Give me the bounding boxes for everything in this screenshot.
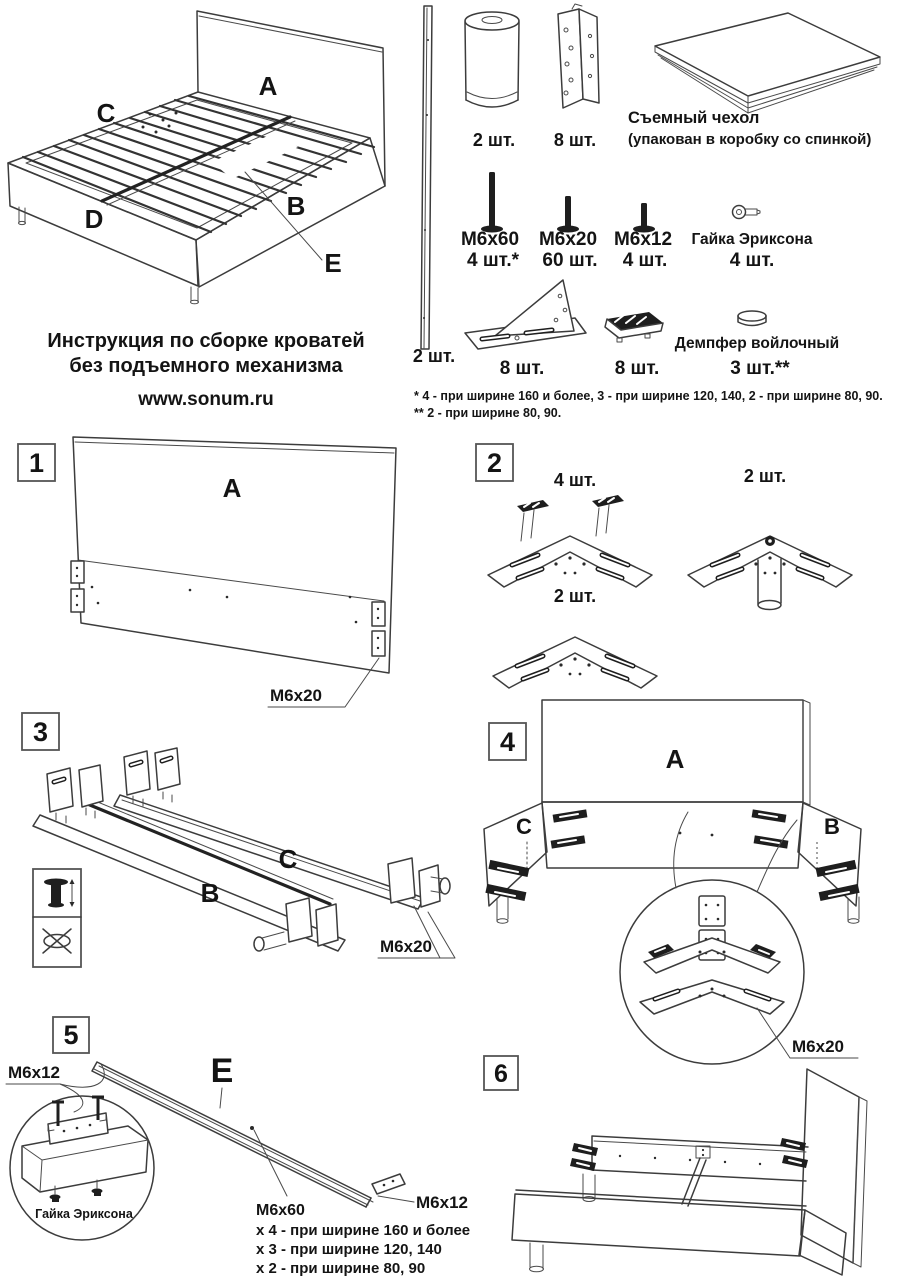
overview-label-a: A <box>258 71 278 101</box>
overview-label-c: C <box>96 98 116 128</box>
footnotes <box>414 389 883 420</box>
part-bolt-m6x12-label: M6x12 <box>613 229 673 250</box>
part-bolt-m6x20-qty: 60 шт. <box>542 250 598 271</box>
step-3 <box>22 713 455 967</box>
part-bolt-m6x20-label: M6x20 <box>538 229 598 250</box>
step-4-label-a: A <box>665 744 685 774</box>
part-cover <box>655 13 880 113</box>
part-leg-cylinder <box>465 12 519 107</box>
step-3-legend-box <box>33 869 81 967</box>
part-felt-damper-label: Демпфер войлочный <box>674 335 840 352</box>
part-bolt-m6x60-qty: 4 шт.* <box>467 250 519 271</box>
step-1-number: 1 <box>28 448 45 478</box>
step-2-qty-top: 4 шт. <box>553 470 597 490</box>
part-gusset-bracket <box>465 280 586 349</box>
step-3-label-b: B <box>200 878 220 908</box>
step-3-label-c: C <box>278 844 298 874</box>
step-5-label-e: E <box>210 1052 234 1090</box>
overview-bed-diagram <box>8 11 385 304</box>
step-2 <box>476 444 852 688</box>
step-4-label-c: C <box>516 814 532 839</box>
title-block <box>47 330 364 410</box>
step-5-bolt-note-2: x 3 - при ширине 120, 140 <box>256 1241 442 1258</box>
part-felt-damper-qty: 3 шт.** <box>730 358 790 379</box>
part-strip-qty: 2 шт. <box>412 346 456 366</box>
step-1-fastener-label: M6x20 <box>270 686 322 705</box>
part-slat-holder <box>605 312 663 342</box>
step-2-plate-with-leg <box>688 536 852 610</box>
step-4-rail-c <box>484 803 587 923</box>
overview-label-e: E <box>324 248 342 278</box>
part-slat-holder-qty: 8 шт. <box>614 358 660 379</box>
step-5-bolt-note-title: M6x60 <box>256 1202 305 1219</box>
part-leg-qty: 2 шт. <box>472 130 516 150</box>
slat-base <box>23 96 374 232</box>
step-5-bolt-note-3: x 2 - при ширине 80, 90 <box>256 1260 426 1277</box>
step-4 <box>484 700 861 1064</box>
part-bolt-m6x60-label: M6x60 <box>460 229 520 250</box>
parts-list <box>413 4 883 420</box>
step-6-frame-assembly <box>512 1069 867 1275</box>
part-strip <box>421 6 432 349</box>
step-4-fastener-label: M6x20 <box>792 1037 844 1056</box>
title-line2: без подъемного механизма <box>69 355 343 377</box>
step-2-number: 2 <box>486 448 503 478</box>
step-5-fastener-left-label: M6x12 <box>8 1063 60 1082</box>
step-5-fastener-right-label: M6x12 <box>416 1193 468 1212</box>
step-5-detail-circle <box>10 1096 154 1240</box>
part-bolt-m6x60 <box>481 172 503 233</box>
step-5-number: 5 <box>63 1020 79 1050</box>
part-erikson-nut-qty: 4 шт. <box>729 250 775 271</box>
part-felt-damper-icon <box>738 311 766 326</box>
part-corner-bracket <box>558 4 599 108</box>
step-5-bolt-note-1: x 4 - при ширине 160 и более <box>256 1222 471 1239</box>
step-1 <box>18 437 396 707</box>
step-5-bolt-note <box>256 1202 470 1277</box>
step-5-nut-label: Гайка Эриксона <box>35 1207 133 1221</box>
step-4-number: 4 <box>499 727 516 757</box>
step-1-label-a: A <box>222 473 242 503</box>
step-3-fastener-label: M6x20 <box>380 937 432 956</box>
step-2-qty-bottom: 2 шт. <box>553 586 597 606</box>
part-corner-bracket-qty: 8 шт. <box>553 130 597 150</box>
part-bolt-m6x12-qty: 4 шт. <box>622 250 668 271</box>
part-erikson-nut-icon <box>733 206 761 219</box>
step-2-plate-with-holders <box>488 495 652 587</box>
part-cover-title: Съемный чехол <box>628 109 760 127</box>
part-cover-subtitle: (упакован в коробку со спинкой) <box>628 131 872 148</box>
step-6 <box>484 1056 867 1275</box>
part-bolt-m6x20 <box>557 196 579 233</box>
title-line1: Инструкция по сборке кроватей <box>47 330 365 352</box>
step-2-qty-right: 2 шт. <box>743 466 787 486</box>
step-3-number: 3 <box>32 717 49 747</box>
step-2-plain-plate <box>493 637 657 688</box>
overview-label-d: D <box>84 204 104 234</box>
website-link: www.sonum.ru <box>138 389 274 410</box>
overview-label-b: B <box>286 191 306 221</box>
part-gusset-qty: 8 шт. <box>499 358 545 379</box>
footnote-2: ** 2 - при ширине 80, 90. <box>414 406 562 420</box>
step-4-rail-b <box>752 803 861 923</box>
step-4-detail-circle <box>620 812 804 1064</box>
step-6-number: 6 <box>494 1060 508 1088</box>
footnote-1: * 4 - при ширине 160 и более, 3 - при ширине 120, 140, 2 - при ширине 80, 90. <box>414 389 883 403</box>
step-4-label-b: B <box>824 814 840 839</box>
part-erikson-nut-label: Гайка Эриксона <box>691 231 813 248</box>
step-5 <box>6 1017 470 1277</box>
